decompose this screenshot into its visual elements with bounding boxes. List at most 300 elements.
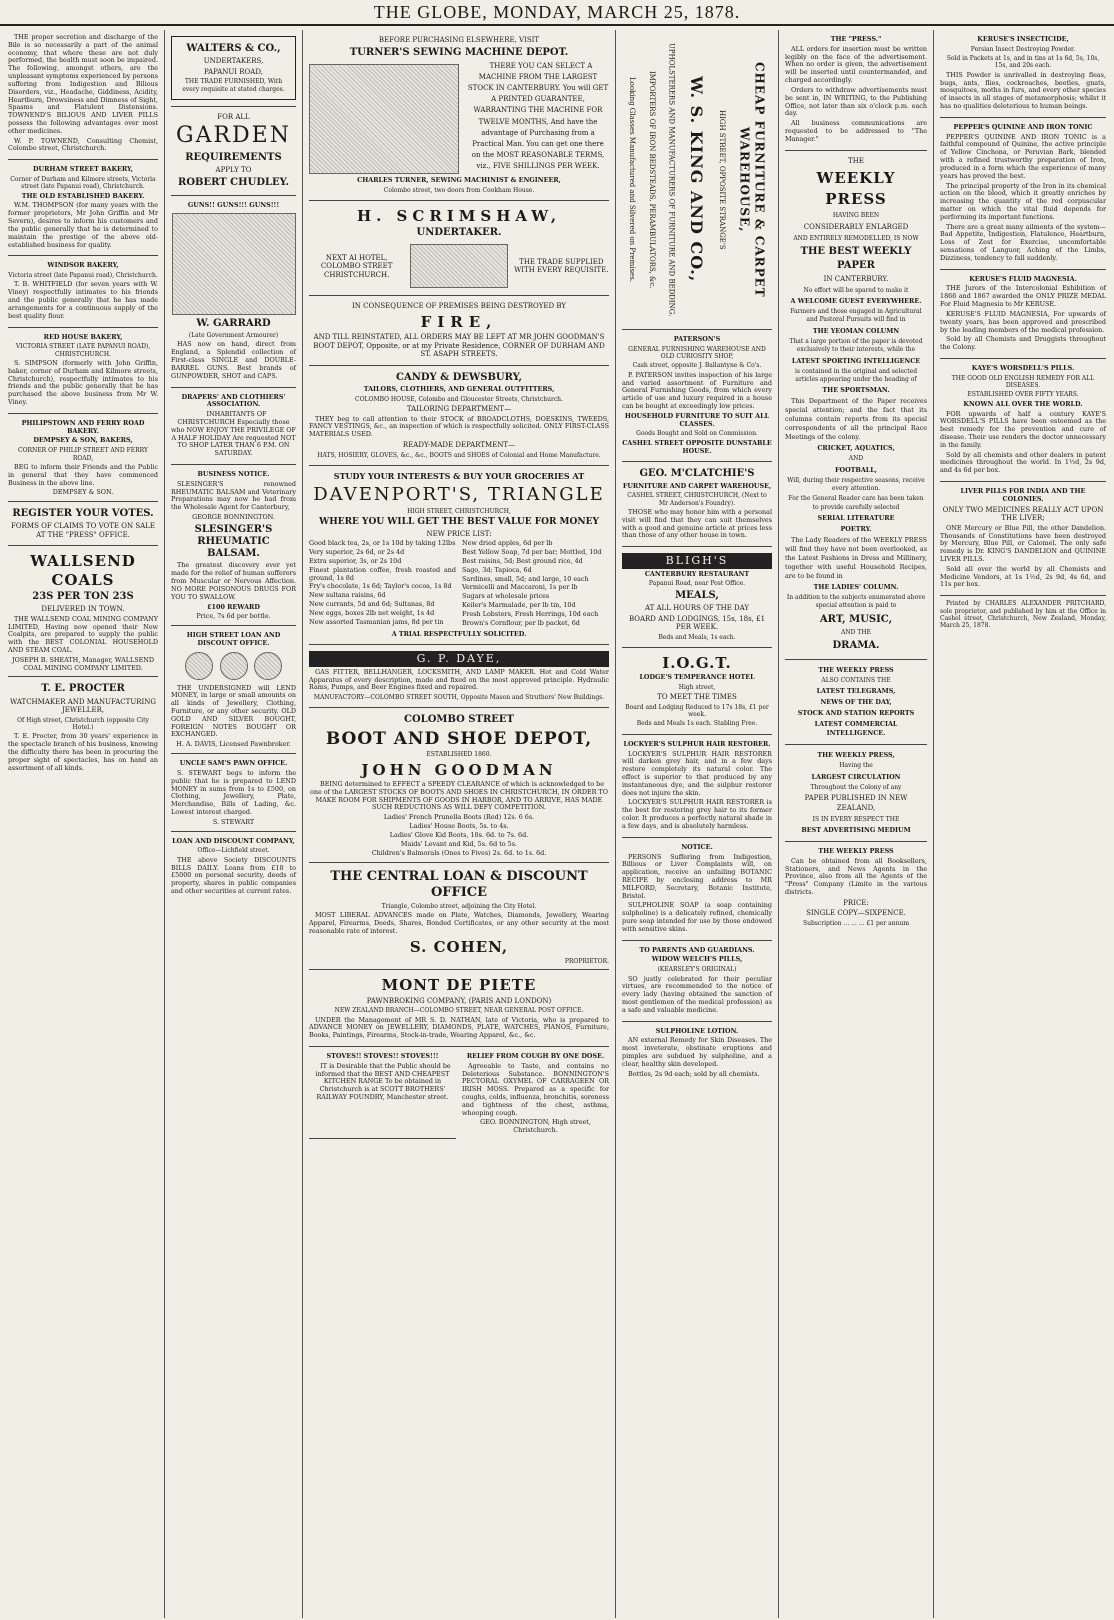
press-text-2: Orders to withdraw advertisements must be sent in, IN WRITING, to the Publishing Office, not later than six o'clock p.m. each day.	[785, 85, 927, 118]
paterson-title: PATERSON'S	[673, 335, 721, 343]
davenport-ad	[309, 466, 609, 645]
garden-sub: REQUIREMENTS	[185, 152, 282, 164]
turner-pre: BEFORE PURCHASING ELSEWHERE, VISIT	[378, 36, 540, 44]
football-line: FOOTBALL,	[835, 465, 877, 474]
register-votes-ad	[8, 502, 158, 546]
welcome-line: A WELCOME GUEST EVERYWHERE.	[790, 297, 922, 306]
turner-sig: CHARLES TURNER, SEWING MACHINIST & ENGINEER,	[357, 175, 561, 184]
lotion-text: AN external Remedy for Skin Diseases. The most inveterate, obstinate eruptions and pimples are subdued by sulpholine, and a clear, healthy skin developed.	[622, 1036, 772, 1068]
turner-title: TURNER'S SEWING MACHINE DEPOT.	[349, 46, 569, 58]
keruse-text: THIS Powder is unrivalled in destroying fleas, bugs, ants, flies, cockroaches, beetles, gnats, mosquitoes, moths in furs, and every other species of insects in all stages of metamorphosis; whilst it has no qualities deleterious to human beings.	[940, 70, 1106, 110]
grocery-item: Keiler's Marmalade, per lb tin, 10d	[462, 601, 576, 610]
cashel-line: CASHEL STREET OPPOSITE DUNSTABLE HOUSE.	[622, 438, 772, 455]
remodelled-line: AND ENTIRELY REMODELLED, IS NOW	[793, 234, 919, 242]
weekly-press-price	[785, 842, 927, 933]
cricket-line: CRICKET, AQUATICS,	[817, 444, 895, 453]
boot-title-1: COLOMBO STREET	[404, 714, 514, 726]
king-rot-1: CHEAP FURNITURE & CARPET WAREHOUSE,	[737, 61, 767, 298]
goodman-title: JOHN GOODMAN	[361, 760, 557, 779]
keruse-sub: Persian Insect Destroying Powder.	[970, 45, 1076, 53]
notice-ad	[622, 838, 772, 941]
will-text: Will, during their respective seasons, receive every attention.	[787, 476, 925, 492]
grocery-item: Sardines, small, 5d; and large, 10 each	[462, 574, 589, 583]
also-contains: ALSO CONTAINS THE	[821, 676, 891, 684]
study-title: STUDY YOUR INTERESTS & BUY YOUR GROCERIES AT	[333, 470, 585, 481]
scrimshaw-right: THE TRADE SUPPLIED WITH EVERY REQUISITE.	[514, 257, 609, 275]
central-text: MOST LIBERAL ADVANCES made on Plate, Watches, Diamonds, Jewellery, Wearing Apparel, Firearms, Deeds, Shares, Bonded Certificates, or any other security at the most reasonable rate of interest.	[309, 911, 609, 935]
paterson-ad	[622, 330, 772, 462]
trial-line: A TRIAL RESPECTFULLY SOLICITED.	[391, 629, 527, 638]
balsam-price: Price, 7s 6d per bottle.	[196, 612, 271, 621]
kaye-text: FOR upwards of half a century KAYE'S WORSDELL'S PILLS have been esteemed as the best remedy for the prevention and cure of disease. Their use renders the doctor unnecessary in the family.	[940, 409, 1106, 449]
the-word: THE	[848, 156, 864, 165]
loan-title: HIGH STREET LOAN AND DISCOUNT OFFICE.	[186, 631, 281, 647]
stoves-text: IT is Desirable that the Public should be informed that the BEST AND CHEAPEST KITCHEN RANGE To be obtained in Christchurch is at SCOTT BROTHERS' RAILWAY FOUNDRY, Manchester street.	[315, 1061, 451, 1102]
pills-agent: W. P. TOWNEND, Consulting Chemist, Colombo street, Christchurch.	[8, 136, 158, 153]
fire-notice-ad	[309, 296, 609, 365]
price-label: PRICE:	[843, 898, 869, 907]
sulpholine-text: SULPHOLINE SOAP (a soap containing sulpholine) is a delicately refined, chemically pure soap intended for use by those endowed with sensitive skins.	[622, 901, 772, 933]
ladies-text: The Lady Readers of the WEEKLY PRESS will find they have not been overlooked, as the Latest Fashions in Dress and Millinery, together with useful Household Recipes, are to be found in	[785, 536, 927, 580]
stoves-cough-row	[309, 1047, 609, 1139]
walters-title: WALTERS & CO.,	[186, 43, 281, 54]
fire-pre: IN CONSEQUENCE OF PREMISES BEING DESTROYED BY	[352, 302, 566, 311]
keruse-sold: Sold in Packets at 1s, and in tins at 1s 6d, 5s, 10s, 15s, and 20s each.	[946, 55, 1100, 70]
press-notice	[785, 30, 927, 151]
grocery-item: Very superior, 2s 6d, or 2s 4d	[309, 548, 405, 557]
ladies-col: THE LADIES' COLUMN.	[813, 582, 899, 591]
grocery-item: Fry's chocolate, 1s 6d; Taylor's cocoa, 1s 8d	[309, 582, 452, 591]
goodman-text: BEING determined to EFFECT a SPEEDY CLEARANCE of which is acknowledged to be one of the LARGEST STOCKS OF BOOTS AND SHOES IN CHRISTCHURCH, IN ORDER TO MAKE ROOM FOR SHIPMENTS OF GOODS IN HARBOR, AND TO ARRIVE, HAS MADE SUCH REDUCTIONS AS WILL DEFY COMPETITION.	[310, 780, 608, 812]
price-list-title: NEW PRICE LIST:	[426, 529, 492, 538]
daye-title: G. P. DAYE,	[309, 651, 609, 666]
loan-sig: H. A. DAVIS, Licensed Pawnbroker.	[176, 740, 291, 749]
procter-text: T. E. Procter, from 30 years' experience in the spectacle branch of his business, knowing the difficulty there has been in procuring the proper sight of spectacles, has on hand an assortment of all kinds.	[8, 732, 158, 772]
wallsend-coal-ad	[8, 546, 158, 677]
grocery-list-right	[462, 540, 609, 628]
cough-sig: GEO. BONNINGTON, High street, Christchurch.	[480, 1118, 591, 1135]
grocery-list-left	[309, 540, 456, 628]
press-text-3: All business communications are requested to be addressed to "The Manager."	[785, 119, 927, 143]
lockyer-ad	[622, 735, 772, 838]
davenport-addr: HIGH STREET, CHRISTCHURCH,	[407, 507, 511, 515]
garden-ad	[171, 107, 296, 196]
king-furniture-ad	[622, 30, 772, 330]
garden-title: GARDEN	[176, 123, 291, 149]
mont-sub: PAWNBROKING COMPANY, (PARIS AND LONDON)	[366, 996, 552, 1005]
windsor-bakery-ad	[8, 256, 158, 327]
grocery-item: Brown's Cornflour, per lb packet, 6d	[462, 618, 580, 627]
scrimshaw-sub: UNDERTAKER.	[416, 227, 502, 239]
printer-imprint: Printed by CHARLES ALEXANDER PRITCHARD, sole proprietor, and published by him at the Office in Cashel street, Christchurch, New Zealand, Monday, March 25, 1878.	[940, 600, 1106, 630]
parents-title: TO PARENTS AND GUARDIANS.	[639, 945, 755, 954]
red-house-addr: VICTORIA STREET (LATE PAPANUI ROAD), CHRISTCHURCH.	[15, 343, 151, 358]
slesinger-ad	[171, 465, 296, 626]
central-addr: Triangle, Colombo street, adjoining the City Hotel.	[381, 903, 537, 911]
old-bakery-title: THE OLD ESTABLISHED BAKERY.	[21, 191, 145, 200]
addition-line: In addition to the subjects enumerated above special attention is paid to	[786, 593, 926, 610]
news-line: NEWS OF THE DAY,	[820, 698, 892, 707]
wallsend-sig: JOSEPH B. SHEATH, Manager, WALLSEND COAL MINING COMPANY LIMITED.	[12, 655, 154, 672]
pepper-text: PEPPER'S QUININE AND IRON TONIC is a faithful compound of Quinine, the active principle of Yellow Cinchona, or Peruvian Bark, blended with a refined trustworthy preparation of Iron, produced in a form which the experience of many years has proved the best.	[940, 132, 1106, 180]
pepper-text-3: There are a great many ailments of the system—Bad Appetite, Indigestion, Flatulence, Heartburn, Loss of Zest for Exercise, uncomfortable sensations of Languor, Aching of the Limbs, Dizziness, tendency to fall suddenly.	[940, 222, 1106, 262]
masthead	[0, 0, 1114, 26]
pawnbroker-ball	[185, 652, 213, 680]
column-5	[779, 30, 934, 1618]
mclatchie-sub: FURNITURE AND CARPET WAREHOUSE,	[622, 481, 772, 490]
boot-est: ESTABLISHED 1860.	[426, 751, 492, 759]
paterson-addr: Cash street, opposite J. Ballantyne & Co's.	[632, 362, 762, 370]
enlarged-line: CONSIDERABLY ENLARGED	[803, 222, 909, 231]
dempsey-addr: CORNER OF PHILIP STREET AND FERRY ROAD,	[18, 447, 148, 462]
central-title: THE CENTRAL LOAN & DISCOUNT OFFICE	[330, 869, 588, 901]
cohen-sub: PROPRIETOR.	[564, 958, 609, 966]
lodge-beds: Beds and Meals 1s each. Stabling Free.	[636, 720, 758, 728]
turner-sewing-ad	[309, 30, 609, 201]
candy-addr: COLOMBO HOUSE, Colombo and Gloucester Streets, Christchurch.	[355, 395, 563, 403]
paterson-text: P. PATERSON invites inspection of his large and varied assortment of Furniture and General Furnishing Goods, from which every article of use and luxury required in a house can be bought at exceedingly low prices.	[622, 370, 772, 410]
simpson-text: S. SIMPSON (formerly with John Griffin, baker, corner of Durham and Kilmore streets, Christchurch), respectfully intimates to his friends and the public generally that he has purchased the above business from Mr W. Viney.	[8, 358, 158, 406]
business-notice-title: BUSINESS NOTICE.	[197, 470, 270, 479]
davenport-where: WHERE YOU WILL GET THE BEST VALUE FOR MONEY	[319, 516, 599, 527]
candy-dewsbury-ad	[309, 366, 609, 466]
column-6	[934, 30, 1112, 1618]
garden-apply: APPLY TO	[215, 166, 252, 175]
weekly-having: THE WEEKLY PRESS,	[817, 751, 895, 760]
boot-price-item: Ladies' House Boots, 5s. to 4s.	[409, 822, 509, 831]
kaye-pills-ad	[940, 359, 1106, 482]
candy-title: CANDY & DEWSBURY,	[396, 371, 522, 383]
kaye-title: KAYE'S WORSDELL'S PILLS.	[971, 363, 1075, 372]
weekly-also: THE WEEKLY PRESS	[818, 666, 894, 674]
yeoman-line: THE YEOMAN COLUMN	[812, 326, 900, 335]
fire-title: FIRE,	[420, 312, 498, 331]
grocery-item: Finest plantation coffee, fresh roasted and ground, 1s 8d	[309, 565, 456, 582]
grocery-item: Sugars at wholesale prices	[462, 592, 550, 601]
walters-sub: UNDERTAKERS,	[203, 57, 264, 66]
procter-addr: Of High street, Christchurch (opposite City Hotel.)	[17, 716, 149, 731]
uncle-title: UNCLE SAM'S PAWN OFFICE.	[179, 759, 288, 768]
lockyer-text: LOCKYER'S SULPHUR HAIR RESTORER will darken grey hair, and in a few days restore completely its natural color. The effect is superior to that produced by any instantaneous dye, and the sulphur restorer does not injure the skin.	[622, 749, 772, 797]
wallsend-delivered: DELIVERED IN TOWN.	[41, 605, 125, 614]
weekly-press-ad	[785, 151, 927, 660]
mclatchie-text: THOSE who may honor him with a personal visit will find that they can suit themselves with a good and genuine article at prices less than those of any other house in town.	[622, 508, 772, 540]
drapers-ad	[171, 388, 296, 466]
iogt-title: I.O.G.T.	[662, 653, 732, 672]
lotion-price: Bottles, 2s 9d each; sold by all chemists.	[628, 1069, 760, 1078]
no-effort: No effort will be spared to make it	[803, 286, 909, 294]
bonnington-name: GEORGE BONNINGTON.	[192, 513, 275, 522]
column-4	[616, 30, 779, 1618]
high-street-loan-ad	[171, 626, 296, 754]
stoves-title: STOVES!! STOVES!! STOVES!!!	[326, 1051, 439, 1060]
garrard-text: HAS now on hand, direct from England, a Splendid collection of First-class SINGLE and DOUBLE-BARREL GUNS. Best brands of GUNPOWDER, SHOT and CAPS.	[171, 340, 296, 380]
weekly-obtain: THE WEEKLY PRESS	[818, 846, 894, 855]
lockyer-text-2: LOCKYER'S SULPHUR HAIR RESTORER is the best for restoring grey hair to its former color. It produces a perfectly natural shade in a few days, and is absolutely harmless.	[622, 798, 772, 830]
boot-price-item: Children's Balmorals (Ones to Fives) 2s. 6d. to 1s. 6d.	[371, 848, 547, 857]
balsam-text: The greatest discovery ever yet made for the relief of human sufferers from Muscular or Nervous Affection. NO MORE POISONOUS DRUGS FOR YOU TO SWALLOW.	[171, 561, 296, 601]
boot-price-item: Ladies' Glove Kid Boots, 10s. 6d. to 7s. 6d.	[389, 830, 529, 839]
bligh-title: BLIGH'S	[622, 553, 772, 568]
weekly-press-contents	[785, 660, 927, 745]
garrard-sub: (Late Government Armourer)	[188, 332, 279, 340]
loan-disc-title: LOAN AND DISCOUNT COMPANY,	[172, 836, 295, 845]
boot-price-item: Maids' Levant and Kid, 5s. 6d to 5s.	[400, 839, 518, 848]
red-house-bakery-ad	[8, 328, 158, 414]
largest-line: LARGEST CIRCULATION	[811, 772, 901, 781]
durham-addr: Corner of Durham and Kilmore streets, Victoria street (late Papanui road), Christchurch.	[10, 176, 156, 191]
press-head: THE "PRESS."	[830, 35, 882, 43]
dempsey-sig: DEMPSEY & SON.	[52, 488, 114, 497]
davenport-title: DAVENPORT'S, TRIANGLE	[313, 483, 605, 505]
garrard-name: W. GARRARD	[196, 317, 271, 329]
balsam-title: SLESINGER'S RHEUMATIC BALSAM.	[194, 523, 273, 560]
welch-title: WIDOW WELCH'S PILLS,	[651, 955, 743, 964]
subscription-line: Subscription ... ... ... £1 per annum	[802, 919, 910, 927]
townend-pills-ad	[8, 30, 158, 160]
king-rot-3: UPHOLSTERERS AND MANUFACTURERS OF FURNITURE AND BEDDING.	[667, 42, 676, 317]
turner-text: THERE YOU CAN SELECT A MACHINE FROM THE LARGEST STOCK IN CANTERBURY. You will GET A PRINTED GUARANTEE, WARRANTING THE MACHINE FOR TWELVE MONTHS, And have the advantage of Purchasing from a Practical Man. You can get one there on the MOST REASONABLE TERMS, viz., FIVE SHILLINGS PER WEEK.	[467, 61, 609, 171]
grocery-item: New dried apples, 6d per lb	[462, 539, 553, 548]
fluid-magnesia-ad	[940, 270, 1106, 359]
paterson-sub: GENERAL FURNISHING WAREHOUSE AND OLD CURIOSITY SHOP,	[628, 345, 766, 361]
pepper-title: PEPPER'S QUININE AND IRON TONIC	[953, 122, 1093, 131]
in-canterbury: IN CANTERBURY.	[823, 274, 889, 283]
turner-addr: Colombo street, two doors from Cookham House.	[383, 186, 535, 194]
welch-sub: (KEARSLEY'S ORIGINAL)	[657, 966, 737, 974]
uncle-text: S. STEWART begs to inform the public that he is prepared to LEND MONEY in sums from 1s to £500, on Clothing, Jewellery, Plate, Merchandise, Bills of Lading, &c. Lowest interest charged.	[171, 768, 296, 816]
wallsend-price: 23S PER TON 23S	[32, 590, 134, 602]
loan-disc-text: THE above Society DISCOUNTS BILLS DAILY. Loans from £10 to £5000 on personal security, deeds of property, shares in public companies and other securities at current rates.	[171, 855, 296, 895]
stoves-ad	[309, 1047, 456, 1139]
pepper-tonic-ad	[940, 118, 1106, 270]
hunting-illustration	[172, 213, 296, 315]
dempsey-text: BEG to inform their Friends and the Public in general that they have commenced Business in the above line.	[8, 462, 158, 487]
mclatchie-ad	[622, 462, 772, 547]
masthead-title: THE GLOBE, MONDAY, MARCH 25, 1878.	[373, 1, 741, 22]
candy-hats: HATS, HOSIERY, GLOVES, &c., &c., BOOTS and SHOES of Colonial and Home Manufacture.	[317, 451, 601, 459]
best-adv-line: BEST ADVERTISING MEDIUM	[801, 825, 911, 834]
yeoman-text: That a large portion of the paper is devoted exclusively to their interests, while the	[789, 337, 923, 354]
best-paper-line: THE BEST WEEKLY PAPER	[800, 245, 912, 271]
drapers-text: INHABITANTS OF CHRISTCHURCH Especially those who NOW ENJOY THE PRIVILEGE OF A HALF HOLIDAY Are requested NOT TO SHOP LATER THAN 6 P.M. ON SATURDAY.	[171, 410, 296, 458]
serial-line: SERIAL LITERATURE	[817, 514, 895, 523]
general-reader: For the General Reader care has been taken to provide carefully selected	[788, 495, 924, 511]
dempsey-bakery-ad	[8, 414, 158, 502]
balsam-reward: £100 REWARD	[207, 602, 260, 611]
keruse-title: KERUSE'S INSECTICIDE,	[977, 35, 1069, 43]
iogt-ad	[622, 648, 772, 735]
cough-ad	[462, 1047, 609, 1139]
candy-ready: READY-MADE DEPARTMENT—	[402, 441, 516, 450]
garden-pre: FOR ALL	[217, 112, 250, 121]
fire-text: AND TILL REINSTATED, ALL ORDERS MAY BE LEFT AT MR JOHN GOODMAN'S BOOT DEPOT, Opposite, or at my Private Residence, CORNER OF DURHAM AND ST. ASAPH STREETS.	[313, 333, 605, 359]
obtain-text: Can be obtained from all Booksellers, Stationers, and News Agents in the Province, also from all the Agents of the "Press" Company (Limite in the various districts.	[785, 856, 927, 896]
sewing-machine-illustration	[309, 64, 459, 174]
lockyer-title: LOCKYER'S SULPHUR HAIR RESTORER.	[623, 739, 771, 748]
mont-text: UNDER the Management of MR S. D. NATHAN, late of Victoria, who is prepared to ADVANCE MONEY on JEWELLERY, DIAMONDS, PLATE, WATCHES, PIANOS, Furniture, Books, Paintings, Firearms, Stock-in-trade, Wearing Apparel, &c., &c.	[309, 1015, 609, 1040]
garden-name: ROBERT CHUDLEY.	[178, 176, 289, 188]
beds-line: Beds and Meals, 1s each.	[658, 633, 736, 641]
walters-ad	[171, 30, 296, 107]
loan-discount-ad	[171, 832, 296, 902]
notice-title: NOTICE.	[681, 842, 713, 851]
uncle-sig: S. STEWART	[212, 817, 255, 826]
king-rot-2: W. S. KING AND CO.,	[687, 76, 707, 283]
grocery-item: Good black tea, 2s, or 1s 10d by taking 12lbs	[309, 539, 456, 548]
kaye-sub: THE GOOD OLD ENGLISH REMEDY FOR ALL DISEASES.	[951, 374, 1095, 390]
fluid-title: KERUSE'S FLUID MAGNESIA.	[969, 274, 1077, 283]
single-copy: SINGLE COPY—SIXPENCE.	[806, 909, 906, 918]
uncle-sams-ad	[171, 754, 296, 832]
persons-text: PERSONS Suffering from Indigestion, Billious or Liver Complaints will, on application, receive an unfailing BOTANIC RECIPE by enclosing address to MR MILFORD, Secretary, Botanic Institute, Bristol.	[622, 852, 772, 900]
king-rot-5: Looking Glasses Manufactured and Silvered on Premises.	[628, 76, 637, 282]
art-line: ART, MUSIC,	[819, 613, 893, 625]
grocery-item: New eggs, boxes 2lb net weight, 1s 4d	[309, 608, 435, 617]
scrimshaw-title: H. SCRIMSHAW,	[356, 206, 562, 225]
grocery-item: Fresh Lobsters, Fresh Herrings, 10d each	[462, 609, 599, 618]
throughout-line: Throughout the Colony of any	[810, 783, 902, 791]
walters-text: THE TRADE FURNISHED, With every requisite at stated charges.	[182, 78, 285, 93]
pawnbroker-ball	[254, 652, 282, 680]
grocery-item: New sultana raisins, 6d	[309, 591, 386, 600]
grocery-item: New assorted Tasmanian jams, 8d per tin	[309, 617, 444, 626]
grocery-item: Best raisins, 5d; Best ground rice, 4d	[462, 557, 583, 566]
and-word: AND	[848, 455, 864, 463]
telegrams-line: LATEST TELEGRAMS,	[816, 687, 896, 696]
candy-text: THEY beg to call attention to their STOCK of BROADCLOTHS, DOESKINS, TWEEDS, FANCY VESTINGS, &c., an inspection of which is respectfully solicited. ONLY FIRST-CLASS MATERIALS USED.	[309, 414, 609, 439]
scrimshaw-left: NEXT AI HOTEL, COLOMBO STREET CHRISTCHURCH.	[320, 253, 393, 279]
king-rot-1b: HIGH STREET, OPPOSITE STRANGE'S	[717, 109, 726, 250]
wallsend-text: THE WALLSEND COAL MINING COMPANY LIMITED, Having now opened their New Coalpits, are prepared to supply the public with the BEST COLONIAL HOUSEHOLD AND STEAM COAL.	[8, 614, 158, 654]
newspaper-page	[2, 30, 1112, 1618]
lodge-times: TO MEET THE TIMES	[657, 693, 737, 702]
fluid-text-2: KERUSE'S FLUID MAGNESIA, For upwards of twenty years, has been approved and prescribed by the leading members of the medical profession.	[940, 309, 1106, 334]
kaye-est: ESTABLISHED OVER FIFTY YEARS.	[967, 391, 1079, 399]
boot-title-2: BOOT AND SHOE DEPOT,	[325, 728, 593, 749]
pills-text: THE proper secretion and discharge of the Bile is so necessarily a part of the animal economy, that where these are not duly performed, the health must soon be impaired. The following, amongst others, are the unpleasant symptoms experienced by persons suffering from Indigestion and Bilious Disorders, viz., Headache, Giddiness, Acidity, Heartburn, Drowsiness and Dimness of Sight, Spasms and Flatulent Distensions. TOWNEND'S BILIOUS AND LIVER PILLS possess the following advantages over most other medicines.	[8, 33, 158, 135]
column-2	[165, 30, 303, 1618]
cough-text: Agreeable to Taste, and contains no Deleterious Substance. BONNINGTON'S PECTORAL OXYMEL OF CARRAGEEN OR IRISH MOSS. Prepared as a specific for coughs, colds, influenza, bronchitis, soreness and tightness of the chest, asthma, whooping cough.	[462, 1061, 609, 1117]
lodge-board: Board and Lodging Reduced to 17s 18s, £1 per week.	[625, 703, 769, 719]
hearse-illustration	[410, 244, 507, 288]
commission-line: Goods Bought and Sold on Commission.	[636, 430, 758, 438]
loan-disc-sub: Office—Lichfield street.	[197, 847, 270, 855]
cohen-name: S. COHEN,	[409, 937, 509, 956]
dept-text: This Department of the Paper receives special attention; and the fact that its columns contain reports from its special correspondents of all the principal Race Meetings of the colony.	[785, 397, 927, 442]
lotion-title: SULPHOLINE LOTION.	[655, 1026, 739, 1035]
cough-title: RELIEF FROM COUGH BY ONE DOSE.	[466, 1051, 605, 1060]
wallsend-title: WALLSEND COALS	[30, 552, 136, 589]
durham-title: DURHAM STREET BAKERY,	[33, 165, 133, 174]
board-line: BOARD AND LODGINGS, 15s, 18s, £1 PER WEEK.	[628, 614, 766, 632]
imprint	[940, 596, 1106, 635]
having-line: HAVING BEEN	[832, 212, 880, 220]
is-in-line: IS IN EVERY RESPECT THE	[812, 815, 900, 823]
welch-pills-ad	[622, 941, 772, 1022]
daye-ad	[309, 645, 609, 708]
grocery-item: Sago, 3d; Tapioca, 6d	[462, 565, 532, 574]
grocery-item: Extra superior, 3s, or 2s 10d	[309, 557, 402, 566]
pepper-text-2: The principal property of the Iron in its chemical action on the blood, which it greatly enriches by increasing the quantity of the red corpuscular matter on which the vital fluid depends for performing its important functions.	[940, 181, 1106, 221]
pawnbroker-ball	[220, 652, 248, 680]
durham-bakery-ad	[8, 160, 158, 256]
sporting-line: LATEST SPORTING INTELLIGENCE	[791, 356, 921, 365]
mont-branch: NEW ZEALAND BRANCH—COLOMBO STREET, NEAR GENERAL POST OFFICE.	[334, 1007, 584, 1015]
liver-title: LIVER PILLS FOR INDIA AND THE COLONIES.	[960, 487, 1086, 503]
boot-price-item: Ladies' French Prunella Boots (Red) 12s. 6 6s.	[383, 813, 535, 822]
fluid-sold: Sold by all Chemists and Druggists throughout the Colony.	[940, 335, 1106, 352]
mont-title: MONT DE PIETE	[381, 976, 537, 995]
candy-dept: TAILORING DEPARTMENT—	[406, 405, 512, 414]
garrard-guns-ad	[171, 196, 296, 387]
walters-addr: PAPANUI ROAD,	[204, 67, 263, 76]
central-loan-ad	[309, 863, 609, 970]
sporting-text: is contained in the original and selected articles appearing under the heading of	[794, 367, 918, 383]
rest-addr: Papanui Road, near Post Office.	[648, 580, 746, 588]
drama-line: DRAMA.	[832, 640, 880, 651]
lodge-title: LODGE'S TEMPERANCE HOTEL	[639, 673, 755, 682]
weekly-title: WEEKLY PRESS	[816, 169, 896, 209]
household-line: HOUSEHOLD FURNITURE TO SUIT ALL CLASSES.	[624, 411, 770, 428]
phillipstown-title: PHILIPSTOWN AND FERRY ROAD BAKERY.	[21, 418, 145, 435]
slesinger-text: SLESINGER'S renowned RHEUMATIC BALSAM and Veterinary Preparations may now be had from the Wholesale Agent for Canterbury,	[171, 479, 296, 512]
weekly-press-circulation	[785, 745, 927, 842]
meals-sub: AT ALL HOURS OF THE DAY	[644, 603, 750, 612]
procter-ad	[8, 677, 158, 778]
procter-title: T. E. PROCTER	[41, 683, 125, 695]
register-sub: FORMS OF CLAIMS TO VOTE ON SALE AT THE "PRESS" OFFICE.	[11, 522, 155, 539]
canterbury-rest: CANTERBURY RESTAURANT	[644, 569, 750, 578]
liver-pills-ad	[940, 482, 1106, 596]
mclatchie-title: GEO. M'CLATCHIE'S	[639, 468, 755, 480]
goodman-boot-ad	[309, 708, 609, 863]
grocery-item: New currants, 5d and 6d; Sultanas, 8d	[309, 600, 435, 609]
windsor-addr: Victoria street (late Papanui road), Christchurch.	[8, 272, 158, 280]
liver-sub: ONLY TWO MEDICINES REALLY ACT UPON THE LIVER;	[942, 505, 1104, 523]
meals-title: MEALS,	[675, 589, 719, 601]
red-house-title: RED HOUSE BAKERY,	[43, 332, 123, 341]
column-3	[303, 30, 616, 1618]
sportsman-line: THE SPORTSMAN.	[822, 386, 890, 395]
and-the: AND THE	[841, 628, 871, 636]
windsor-title: WINDSOR BAKERY,	[47, 261, 119, 270]
farmers-line: Farmers and those engaged in Agricultural and Pastoral Pursuits will find in	[790, 308, 922, 324]
king-rot-4: IMPORTERS OF IRON BEDSTEADS, PERAMBULATORS, &c.	[647, 70, 656, 289]
mclatchie-addr: CASHEL STREET, CHRISTCHURCH, (Next to Mr Anderson's Foundry).	[627, 492, 767, 507]
commercial-line: LATEST COMMERCIAL INTELLIGENCE.	[814, 720, 898, 738]
drapers-title: DRAPERS' AND CLOTHIERS' ASSOCIATION.	[181, 392, 286, 409]
bligh-ad	[622, 547, 772, 648]
daye-text: GAS FITTER, BELLHANGER, LOCKSMITH, AND LAMP MAKER. Hot and Cold Water Apparatus of every description, made and fixed on the most approved principle. Hydraulic Rams, Pumps, and Beer Engines fixed and repaired.	[309, 667, 609, 692]
liver-text: ONE Mercury or Blue Pill, the other Dandelion. Thousands of Constitutions have been destroyed by Mercury, Blue Pill, or Calomel. The only safe remedy is Dr. KING'S DANDELION and QUININE LIVER PILLS.	[940, 523, 1106, 563]
having-the: Having the	[839, 762, 873, 770]
mont-de-piete-ad	[309, 970, 609, 1047]
welch-text: SO justly celebrated for their peculiar virtues, are recommended to the notice of every lady (having obtained the sanction of most gentlemen of the medical profession) as a safe and valuable medicine.	[622, 974, 772, 1014]
kaye-known: KNOWN ALL OVER THE WORLD.	[963, 399, 1083, 408]
whitfield-text: T. B. WHITFIELD (for seven years with W. Viney) respectfully intimates to his friends and the public generally that he has made arrangements for a continuous supply of the best quality flour.	[8, 280, 158, 320]
candy-sub: TAILORS, CLOTHIERS, AND GENERAL OUTFITTERS,	[363, 384, 555, 393]
lodge-addr: High street,	[678, 683, 716, 691]
grocery-item: Best Yellow Soap, 7d per bar; Mottled, 10d	[462, 548, 602, 557]
goodman-list	[309, 814, 609, 857]
scrimshaw-ad	[309, 201, 609, 296]
paper-pub-line: PAPER PUBLISHED IN NEW ZEALAND,	[804, 793, 908, 812]
stock-line: STOCK AND STATION REPORTS	[797, 709, 915, 718]
poetry-line: POETRY.	[840, 525, 872, 534]
daye-addr: MANUFACTORY—COLOMBO STREET SOUTH, Opposite Mason and Struthers' New Buildings.	[313, 694, 605, 702]
press-text: ALL orders for insertion must be written legibly on the face of the advertisement. When no order is given, the advertisement will be inserted until countermanded, and charged accordingly.	[785, 44, 927, 85]
